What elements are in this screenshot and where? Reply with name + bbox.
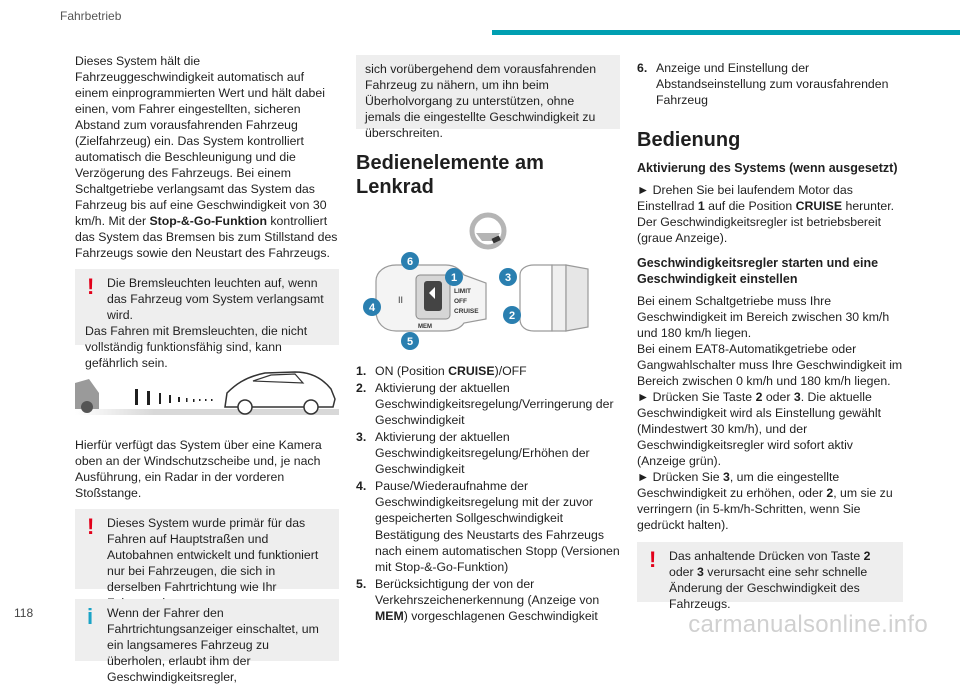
- press-button-paragraph: ► Drücken Sie Taste 2 oder 3. Die aktuelle Geschwindigkeit wird als Einstellung gewählt (Mindestwert 30 km/h), und der Geschwindigkeitsregler wird sofort aktiv (Anzeige grün).: [637, 390, 882, 468]
- warning-text: Die Bremsleuchten leuchten auf, wenn das Fahrzeug vom System verlangsamt wird.: [107, 276, 324, 322]
- warning-icon: !: [87, 274, 95, 299]
- list-item: 3. Aktivierung der aktuellen Geschwindigkeitsregelung/Erhöhen der Geschwindigkeit: [356, 430, 590, 476]
- warning-text-2: Das Fahren mit Bremsleuchten, die nicht vollständig funktionsfähig sind, kann gefährlich sein.: [85, 324, 308, 370]
- stalk-label-limit: LIMIT: [454, 288, 471, 295]
- stalk-label-cruise: CRUISE: [454, 308, 479, 315]
- manual-gearbox-paragraph: Bei einem Schaltgetriebe muss Ihre Geschwindigkeit im Bereich zwischen 30 km/h und 180 km/h liegen.: [637, 294, 890, 340]
- svg-text:5: 5: [406, 336, 414, 348]
- svg-text:1: 1: [450, 272, 458, 284]
- info-text: Wenn der Fahrer den Fahrtrichtungsanzeiger einschaltet, um ein langsameres Fahrzeug zu überholen, erlaubt ihm der Geschwindigkeitsregler,: [107, 606, 319, 684]
- steering-controls-figure: [356, 211, 620, 351]
- info-box-indicator: [75, 599, 339, 684]
- list-item: Bestätigung des Neustarts des Fahrzeugs nach einem automatischen Stopp (Versionen mit Stop-&-Go-Funktion): [375, 528, 620, 574]
- warning-icon: !: [649, 547, 657, 572]
- info-text-continued: sich vorübergehend dem vorausfahrenden Fahrzeug zu nähern, um ihn beim Überholvorgang zu unterstützen, ohne jemals die eingestellte Geschwindigkeit zu überschreiten.: [365, 62, 597, 140]
- controls-legend-list-cont: [637, 60, 903, 108]
- info-box-continued: [356, 55, 620, 140]
- list-item: 6. Anzeige und Einstellung der Abstandseinstellung zum vorausfahrenden Fahrzeug: [637, 61, 889, 107]
- page-number: 118: [14, 606, 34, 620]
- list-item: 5. Berücksichtigung der von der Verkehrszeichenerkennung (Anzeige von MEM) vorgeschlagenen Geschwindigkeit: [356, 577, 600, 623]
- controls-legend-list: [356, 363, 620, 624]
- list-item: 1. ON (Position CRUISE)/OFF: [356, 364, 527, 378]
- svg-text:2: 2: [508, 310, 516, 322]
- subheading-activation: Aktivierung des Systems (wenn ausgesetzt): [637, 161, 898, 175]
- automatic-gearbox-paragraph: Bei einem EAT8-Automatikgetriebe oder Gangwahlschalter muss Ihre Geschwindigkeit im Bereich zwischen 0 km/h und 180 km/h liegen.: [637, 342, 903, 388]
- activation-paragraph: ► Drehen Sie bei laufendem Motor das Einstellrad 1 auf die Position CRUISE herunter. Der Geschwindigkeitsregler ist betriebsbereit (graue Anzeige).: [637, 183, 895, 245]
- column-2: [356, 55, 620, 625]
- column-1: [75, 53, 339, 684]
- warning-icon: !: [87, 514, 95, 539]
- section-title: Fahrbetrieb: [60, 9, 122, 23]
- warning-text: Dieses System wurde primär für das Fahren auf Hauptstraßen und Autobahnen entwickelt und funktioniert nur bei Fahrzeugen, die sich in derselben Fahrtrichtung wie Ihr: [107, 516, 319, 594]
- intro-paragraph: Dieses System hält die Fahrzeuggeschwindigkeit automatisch auf einem einprogrammierten Wert und hält dabei einen, vom Fahrer eingestellten, sicheren Abstand zum vorausfahrenden Fahrzeug (Zielfahrzeug) ein. Das System kontrolliert automatisch die Beschleunigung und die Verzögerung des Fahrzeugs. Bei einem Schaltgetriebe verlangsamt das System das Fahrzeug bis auf eine Geschwindigkeit von 30 km/h. Mit der Stop-&-Go-Funktion kontrolliert das System das Bremsen bis zum Stillstand des Fahrzeugs sowie den Neustart des Fahrzeugs.: [75, 54, 338, 260]
- adjust-speed-paragraph: ► Drücken Sie 3, um die eingestellte Geschwindigkeit zu erhöhen, oder 2, um sie zu verringern (in 5-km/h-Schritten, wenn Sie gedrückt halten).: [637, 470, 893, 532]
- header-accent-bar: [492, 30, 960, 35]
- warning-box-brake-lights: [75, 269, 339, 370]
- warning-box-speed-change: [637, 542, 903, 611]
- warning-box-roads: [75, 509, 339, 594]
- list-item: 2. Aktivierung der aktuellen Geschwindigkeitsregelung/Verringerung der Geschwindigkeit: [356, 381, 614, 427]
- steering-wheel-controls-illustration: [356, 211, 620, 351]
- stalk-label-off: OFF: [454, 298, 467, 305]
- minus-symbol: II: [398, 295, 404, 305]
- warning-text: Das anhaltende Drücken von Taste 2 oder 3 verursacht eine sehr schnelle Änderung der Geschwindigkeit des Fahrzeugs.: [669, 549, 871, 611]
- watermark: carmanualsonline.info: [688, 611, 928, 638]
- subheading-start: Geschwindigkeitsregler starten und eine Geschwindigkeit einstellen: [637, 256, 879, 286]
- info-icon: i: [87, 604, 94, 629]
- svg-text:4: 4: [368, 302, 376, 314]
- camera-paragraph: Hierfür verfügt das System über eine Kamera oben an der Windschutzscheibe und, je nach Ausführung, ein Radar in der vorderen Stoßstange.: [75, 438, 322, 500]
- column-3: [637, 60, 903, 611]
- heading-controls: Bedienelemente am Lenkrad: [356, 152, 544, 198]
- svg-text:6: 6: [406, 256, 414, 268]
- stalk-label-mem: MEM: [418, 324, 432, 330]
- list-item: 4. Pause/Wiederaufnahme der Geschwindigkeitsregelung mit der zuvor gespeicherten Sollgeschwindigkeit: [356, 479, 594, 525]
- svg-text:3: 3: [504, 272, 512, 284]
- heading-operation: Bedienung: [637, 129, 741, 151]
